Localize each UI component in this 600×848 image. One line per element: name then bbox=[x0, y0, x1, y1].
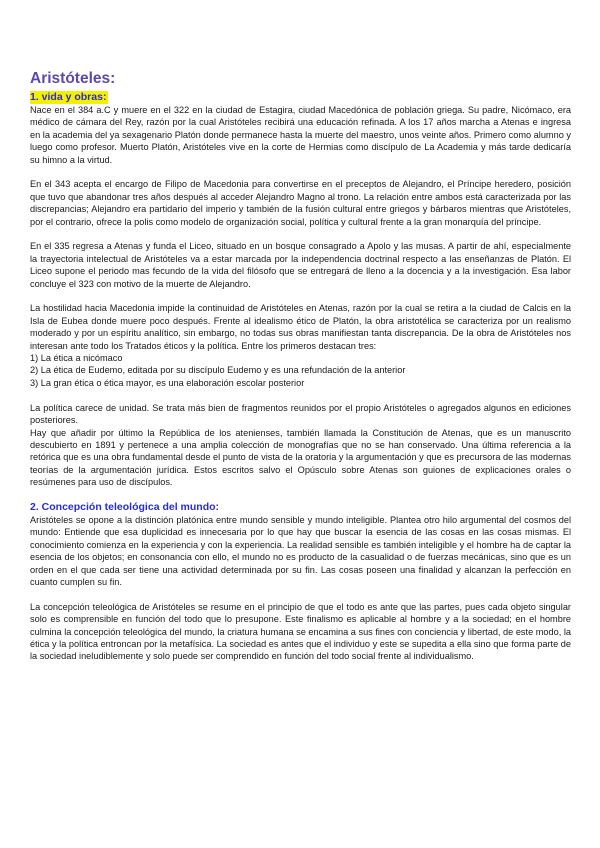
paragraph: En el 343 acepta el encargo de Filipo de Macedonia para convertirse en el preceptos de Alejandro, el Príncipe heredero, posición que tuvo que abandonar tres años después al acceder Alejandro Magno al trono. La relación entre ambos está caracterizada por las discrepancias; Alejandro era partidario del imperio y también de la fusión cultural entre griegos y bárbaros mientras que Aristóteles, por el contrario, ofrece la polis como modelo de organización social, política y cultural frente a la gran monarquía del príncipe. bbox=[30, 179, 571, 227]
paragraph: La política carece de unidad. Se trata más bien de fragmentos reunidos por el propio Aristóteles o agregados algunos en ediciones posteriores. bbox=[30, 402, 571, 426]
paragraph: En el 335 regresa a Atenas y funda el Liceo, situado en un bosque consagrado a Apolo y las musas. A partir de ahí, especialmente la trayectoria intelectual de Aristóteles va a estar marcada por la independencia doctrinal respecto a las enseñanzas de Platón. El Liceo supone el periodo mas fecundo de la vida del filósofo que se entregará de lleno a la docencia y a la investigación. Esa labor concluye el 323 con motivo de la muerte de Alejandro. bbox=[30, 241, 571, 289]
paragraph: La hostilidad hacia Macedonia impide la continuidad de Aristóteles en Atenas, razón por la cual se retira a la ciudad de Calcis en la Isla de Eubea donde muere poco después. Frente al idealismo ético de Platón, la obra aristotélica se caracteriza por un realismo moderado y por un espíritu analítico, sin embargo, no todas sus obras manifiestan tanta discrepancia. De la obra de Aristóteles nos interesan ante todo los Tratados éticos y la política. Entre los primeros destacan tres: bbox=[30, 303, 571, 351]
list-item: 2) La ética de Eudemo, editada por su discípulo Eudemo y es una refundación de la anterior bbox=[30, 365, 406, 376]
paragraph: Aristóteles se opone a la distinción platónica entre mundo sensible y mundo inteligible. Plantea otro hilo argumental del cosmos del mundo: Entiende que esa duplicidad es innecesaria por lo que hay que buscar la esencia de las cosas en las cosas mismas. El conocimiento comienza en la experiencia y con la experiencia. La realidad sensible es también inteligible y el hombre ha de captar la esencia de los objetos; en consonancia con ello, el mundo no es producto de la casualidad o de fuerzas mecánicas, sino que es un orden en el que cada ser tiene una actividad determinada por su fin. Las cosas poseen una finalidad y alcanzan la perfección en cuanto cumplen su fin. bbox=[30, 514, 571, 587]
section-heading-concepcion-teleologica: 2. Concepción teleológica del mundo: bbox=[30, 500, 220, 513]
paragraph: Hay que añadir por último la República de los atenienses, también llamada la Constitución de Atenas, que es un manuscrito descubierto en 1891 y pertenece a una amplia colección de monografías que no se han conservado. Una última referencia a la retórica que es una obra fundamental desde el punto de vista de la oratoria y la argumentación y que es precursora de las modernas teorías de la argumentación jurídica. Estos escritos salvo el Opúsculo sobre Atenas son guiones de explicaciones orales o resúmenes para uso de discípulos. bbox=[30, 427, 571, 488]
section-heading-vida-y-obras: 1. vida y obras: bbox=[30, 91, 107, 103]
section-concepcion-teleologica bbox=[30, 501, 571, 663]
section-vida-y-obras bbox=[30, 91, 571, 489]
paragraph: La concepción teleológica de Aristóteles se resume en el principio de que el todo es ante que las partes, pues cada objeto singular solo es comprensible en función del todo que lo presupone. Este finalismo es aplicable al hombre y a la sociedad; en el hombre culmina la concepción teleológica del mundo, la criatura humana se encamina a sus fines con conciencia y libertad, de este modo, la ética y la política entroncan por la metafísica. La sociedad es antes que el individuo y este se supedita a ella sino que forma parte de la sociedad ineludiblemente y solo puede ser comprendido en función del todo social frente al individualismo. bbox=[30, 601, 571, 662]
ethics-list bbox=[30, 352, 571, 389]
list-item: 1) La ética a nicómaco bbox=[30, 353, 123, 364]
paragraph: Nace en el 384 a.C y muere en el 322 en la ciudad de Estagira, ciudad Macedónica de población griega. Su padre, Nicómaco, era médico de cámara del Rey, razón por la cual Aristóteles recibirá una educación refinada. A los 17 años marcha a Atenas e ingresa en la academia del ya sexagenario Platón donde permanece hasta la muerte del maestro, unos veinte años. Primero como alumno y luego como profesor. Muerto Platón, Aristóteles vive en la corte de Hermias como discípulo de La Academia y más tarde dedicaría su himno a la virtud. bbox=[30, 105, 571, 165]
list-item: 3) La gran ética o ética mayor, es una elaboración escolar posterior bbox=[30, 377, 305, 388]
document-page bbox=[30, 70, 571, 663]
document-title: Aristóteles: bbox=[30, 70, 116, 87]
